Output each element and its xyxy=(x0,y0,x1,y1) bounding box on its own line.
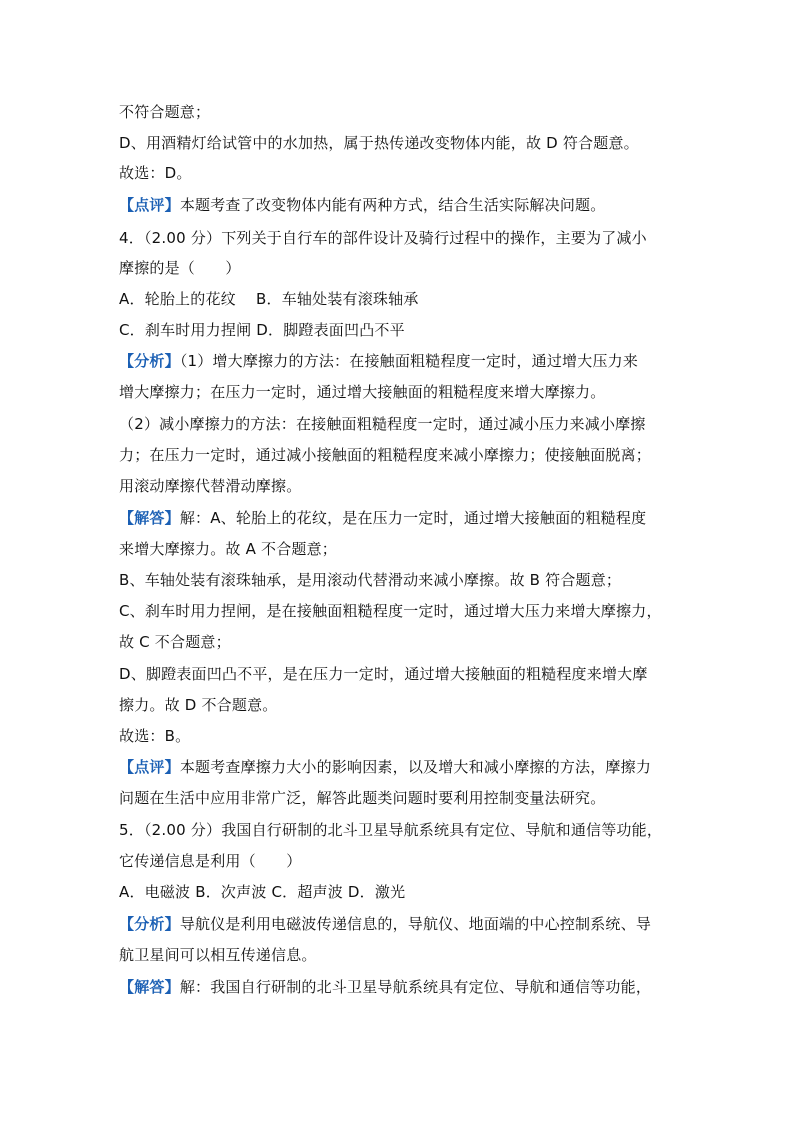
text-line xyxy=(119,539,679,559)
line-text: 用滚动摩擦代替滑动摩擦。 xyxy=(119,477,302,495)
text-line xyxy=(119,258,679,278)
line-text: C．刹车时用力捏闸 D．脚蹬表面凹凸不平 xyxy=(119,321,405,339)
text-line xyxy=(119,163,679,183)
text-line xyxy=(119,757,679,777)
text-line xyxy=(119,914,679,934)
line-text: D、脚蹬表面凹凸不平，是在压力一定时，通过增大接触面的粗糙程度来增大摩 xyxy=(119,665,648,683)
line-text: C、刹车时用力捏闸，是在接触面粗糙程度一定时，通过增大压力来增大摩擦力， xyxy=(119,602,662,620)
text-line xyxy=(119,508,679,528)
line-text: 它传递信息是利用（ ） xyxy=(119,852,302,870)
text-line xyxy=(119,414,679,434)
text-line xyxy=(119,133,679,153)
line-text: 4．（2.00 分）下列关于自行车的部件设计及骑行过程中的操作，主要为了减小 xyxy=(119,229,647,247)
line-text: 问题在生活中应用非常广泛，解答此题类问题时要利用控制变量法研究。 xyxy=(119,789,606,807)
line-text: B、车轴处装有滚珠轴承，是用滚动代替滑动来减小摩擦。故 B 符合题意； xyxy=(119,571,622,589)
text-line xyxy=(119,820,679,840)
line-text: 故 C 不合题意； xyxy=(119,633,231,651)
text-line xyxy=(119,882,679,902)
text-line xyxy=(119,476,679,496)
line-text: 故选：B。 xyxy=(119,727,191,745)
text-line xyxy=(119,601,679,621)
line-text: 5．（2.00 分）我国自行研制的北斗卫星导航系统具有定位、导航和通信等功能， xyxy=(119,821,663,839)
text-line xyxy=(119,695,679,715)
analysis-tag: 【分析】 xyxy=(119,915,180,933)
line-text: 导航仪是利用电磁波传递信息的，导航仪、地面端的中心控制系统、导 xyxy=(179,915,652,933)
line-text: 解：A、轮胎上的花纹，是在压力一定时，通过增大接触面的粗糙程度 xyxy=(179,509,647,527)
line-text: A．电磁波 B．次声波 C．超声波 D．激光 xyxy=(119,883,406,901)
text-line xyxy=(119,320,679,340)
text-line xyxy=(119,351,679,371)
text-line xyxy=(119,977,679,997)
line-text: D、用酒精灯给试管中的水加热，属于热传递改变物体内能，故 D 符合题意。 xyxy=(119,134,639,152)
line-text: （2）减小摩擦力的方法：在接触面粗糙程度一定时，通过减小压力来减小摩擦 xyxy=(119,415,646,433)
analysis-tag: 【分析】 xyxy=(119,352,180,370)
answer-tag: 【解答】 xyxy=(119,509,180,527)
answer-tag: 【解答】 xyxy=(119,978,180,996)
line-text: （1）增大摩擦力的方法：在接触面粗糙程度一定时，通过增大压力来 xyxy=(179,352,639,370)
text-line xyxy=(119,570,679,590)
line-text: 摩擦的是（ ） xyxy=(119,259,241,277)
text-line xyxy=(119,289,679,309)
text-line xyxy=(119,445,679,465)
line-text: A．轮胎上的花纹 B．车轴处装有滚珠轴承 xyxy=(119,290,419,308)
line-text: 力；在压力一定时，通过减小接触面的粗糙程度来减小摩擦力；使接触面脱离； xyxy=(119,446,652,464)
text-line xyxy=(119,195,679,215)
text-line xyxy=(119,102,679,122)
line-text: 故选：D。 xyxy=(119,164,192,182)
text-line xyxy=(119,228,679,248)
line-text: 不符合题意； xyxy=(119,103,211,121)
line-text: 航卫星间可以相互传递信息。 xyxy=(119,946,317,964)
line-text: 擦力。故 D 不合题意。 xyxy=(119,696,278,714)
text-line xyxy=(119,788,679,808)
line-text: 本题考查了改变物体内能有两种方式，结合生活实际解决问题。 xyxy=(179,196,606,214)
comment-tag: 【点评】 xyxy=(119,758,180,776)
comment-tag: 【点评】 xyxy=(119,196,180,214)
text-line xyxy=(119,632,679,652)
text-line xyxy=(119,945,679,965)
text-line xyxy=(119,726,679,746)
line-text: 增大摩擦力；在压力一定时，通过增大接触面的粗糙程度来增大摩擦力。 xyxy=(119,383,606,401)
line-text: 解：我国自行研制的北斗卫星导航系统具有定位、导航和通信等功能， xyxy=(179,978,652,996)
text-line xyxy=(119,382,679,402)
line-text: 本题考查摩擦力大小的影响因素，以及增大和减小摩擦的方法，摩擦力 xyxy=(179,758,652,776)
text-line xyxy=(119,851,679,871)
line-text: 来增大摩擦力。故 A 不合题意； xyxy=(119,540,337,558)
text-line xyxy=(119,664,679,684)
